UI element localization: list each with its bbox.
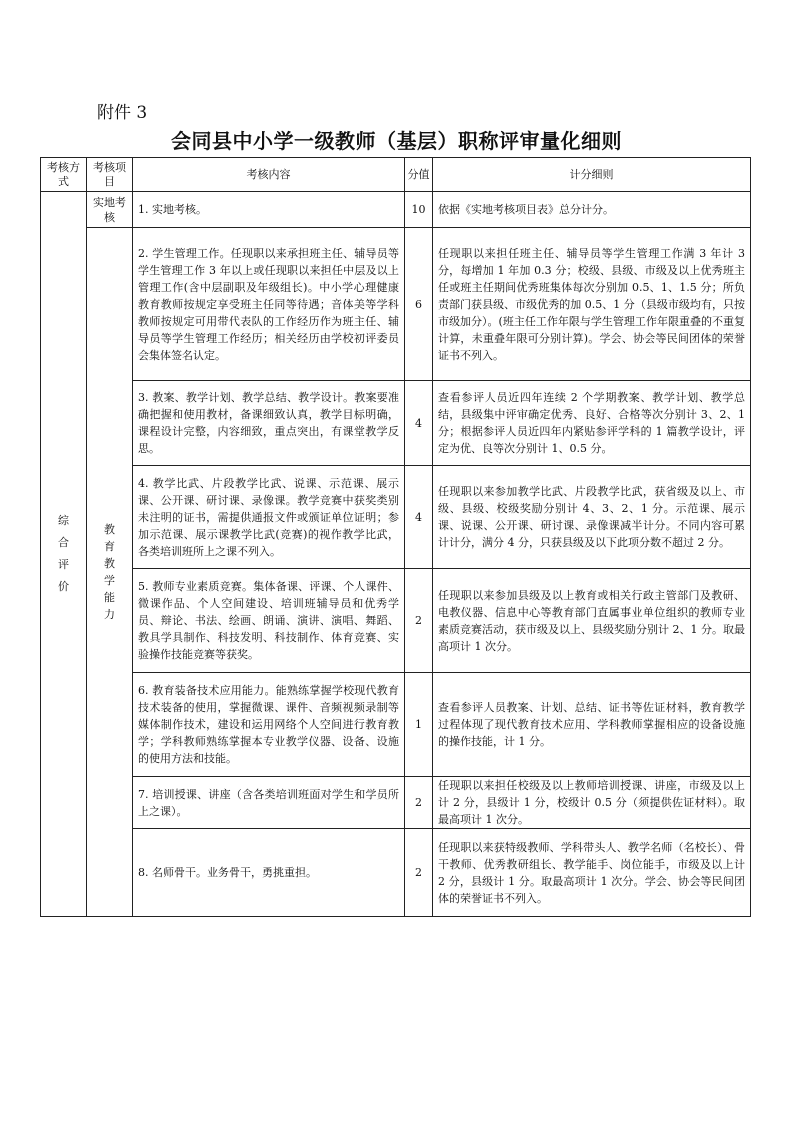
row-content: 3. 教案、教学计划、教学总结、教学设计。教案要准确把握和使用教材，备课细致认真，教学目标明确，课程设计完整，内容细致，重点突出，有课堂教学反思。 bbox=[133, 381, 405, 466]
field-visit-detail: 依据《实地考核项目表》总分计分。 bbox=[433, 192, 751, 228]
row-detail: 任现职以来担任班主任、辅导员等学生管理工作满 3 年计 3 分，每增加 1 年加 0.3 分；校级、县级、市级及以上优秀班主任或班主任期间优秀班集体每次分别加 0.5、1、1.5 分；所负责部门获县级、市级优秀的加 0.5、1 分（县级市级均有，只按市级加分）。(班主任工作年限与学生管理工作年限重叠的不重复计算，未重叠年限可分别计算)。学会、协会等民间团体的荣誉证书不列入。 bbox=[433, 228, 751, 381]
row-detail: 任现职以来获特级教师、学科带头人、教学名师（名校长）、骨干教师、优秀教研组长、教学能手、岗位能手，市级及以上计 2 分，县级计 1 分。取最高项计 1 次分。学会、协会等民间团体的荣誉证书不列入。 bbox=[433, 829, 751, 917]
row-score: 2 bbox=[405, 829, 433, 917]
row-content: 5. 教师专业素质竞赛。集体备课、评课、个人课件、微课作品、个人空间建设、培训班辅导员和优秀学员、辩论、书法、绘画、朗诵、演讲、演唱、舞蹈、教具学具制作、科技发明、科技制作、体育竞赛、实验操作技能竞赛等获奖。 bbox=[133, 569, 405, 673]
document-title: 会同县中小学一级教师（基层）职称评审量化细则 bbox=[171, 129, 622, 153]
row-content: 4. 教学比武、片段教学比武、说课、示范课、展示课、公开课、研讨课、录像课。教学竞赛中获奖类别未注明的证书，需提供通报文件或颁证单位证明；参加示范课、展示课教学比武(竞赛)的视作教学比武，各类培训班所上之课不列入。 bbox=[133, 466, 405, 569]
table-row bbox=[41, 569, 751, 673]
teaching-ability-cell bbox=[87, 228, 133, 917]
row-content: 8. 名师骨干。业务骨干，勇挑重担。 bbox=[133, 829, 405, 917]
table-header-row bbox=[41, 158, 751, 192]
field-visit-content: 1. 实地考核。 bbox=[133, 192, 405, 228]
header-detail: 计分细则 bbox=[433, 158, 751, 192]
row-detail: 任现职以来担任校级及以上教师培训授课、讲座，市级及以上计 2 分，县级计 1 分，校级计 0.5 分（须提供佐证材料）。取最高项计 1 次分。 bbox=[433, 777, 751, 829]
table-row bbox=[41, 192, 751, 228]
row-detail: 查看参评人员教案、计划、总结、证书等佐证材料，教育教学过程体现了现代教育技术应用、学科教师掌握相应的设备设施的操作技能，计 1 分。 bbox=[433, 673, 751, 777]
row-score: 6 bbox=[405, 228, 433, 381]
header-item: 考核项目 bbox=[87, 158, 133, 192]
header-score: 分值 bbox=[405, 158, 433, 192]
field-visit-score: 10 bbox=[405, 192, 433, 228]
annex-label: 附件 3 bbox=[97, 103, 148, 123]
row-content: 6. 教育装备技术应用能力。能熟练掌握学校现代教育技术装备的使用，掌握微课、课件、音频视频录制等媒体制作技术，建设和运用网络个人空间进行教育教学；学科教师熟练掌握本专业教学仪器、设备、设施的使用方法和技能。 bbox=[133, 673, 405, 777]
teaching-ability-label: 教 育 教 学 能 力 bbox=[104, 523, 115, 621]
table-row bbox=[41, 777, 751, 829]
row-detail: 任现职以来参加县级及以上教育或相关行政主管部门及教研、电教仪器、信息中心等教育部门直属事业单位组织的教师专业素质竞赛活动，获市级及以上、县级奖励分别计 2、1 分。取最高项计 1 次分。 bbox=[433, 569, 751, 673]
row-score: 4 bbox=[405, 381, 433, 466]
evaluation-table bbox=[40, 157, 751, 917]
method-cell bbox=[41, 192, 87, 917]
row-score: 4 bbox=[405, 466, 433, 569]
table-row bbox=[41, 466, 751, 569]
header-method: 考核方式 bbox=[41, 158, 87, 192]
row-content: 7. 培训授课、讲座（含各类培训班面对学生和学员所上之课）。 bbox=[133, 777, 405, 829]
table-row bbox=[41, 673, 751, 777]
row-score: 1 bbox=[405, 673, 433, 777]
row-score: 2 bbox=[405, 569, 433, 673]
method-label: 综 合 评 价 bbox=[58, 514, 69, 593]
table-row bbox=[41, 829, 751, 917]
table-row bbox=[41, 381, 751, 466]
field-visit-item: 实地考核 bbox=[87, 192, 133, 228]
row-score: 2 bbox=[405, 777, 433, 829]
row-detail: 任现职以来参加教学比武、片段教学比武，获省级及以上、市级、县级、校级奖励分别计 4、3、2、1 分。示范课、展示课、说课、公开课、研讨课、录像课减半计分。不同内容可累计计分，满分 4 分，只获县级及以下此项分数不超过 2 分。 bbox=[433, 466, 751, 569]
table-row bbox=[41, 228, 751, 381]
header-content: 考核内容 bbox=[133, 158, 405, 192]
row-content: 2. 学生管理工作。任现职以来承担班主任、辅导员等学生管理工作 3 年以上或任现职以来担任中层及以上管理工作(含中层副职及年级组长)。中小学心理健康教育教师按规定享受班主任同等待遇；音体美等学科教师按规定可用带代表队的工作经历作为班主任、辅导员等学生管理工作经历；相关经历由学校初评委员会集体签名认定。 bbox=[133, 228, 405, 381]
row-detail: 查看参评人员近四年连续 2 个学期教案、教学计划、教学总结，县级集中评审确定优秀、良好、合格等次分别计 3、2、1 分；根据参评人员近四年内紧贴参评学科的 1 篇教学设计，评定为优、良等次分别计 1、0.5 分。 bbox=[433, 381, 751, 466]
